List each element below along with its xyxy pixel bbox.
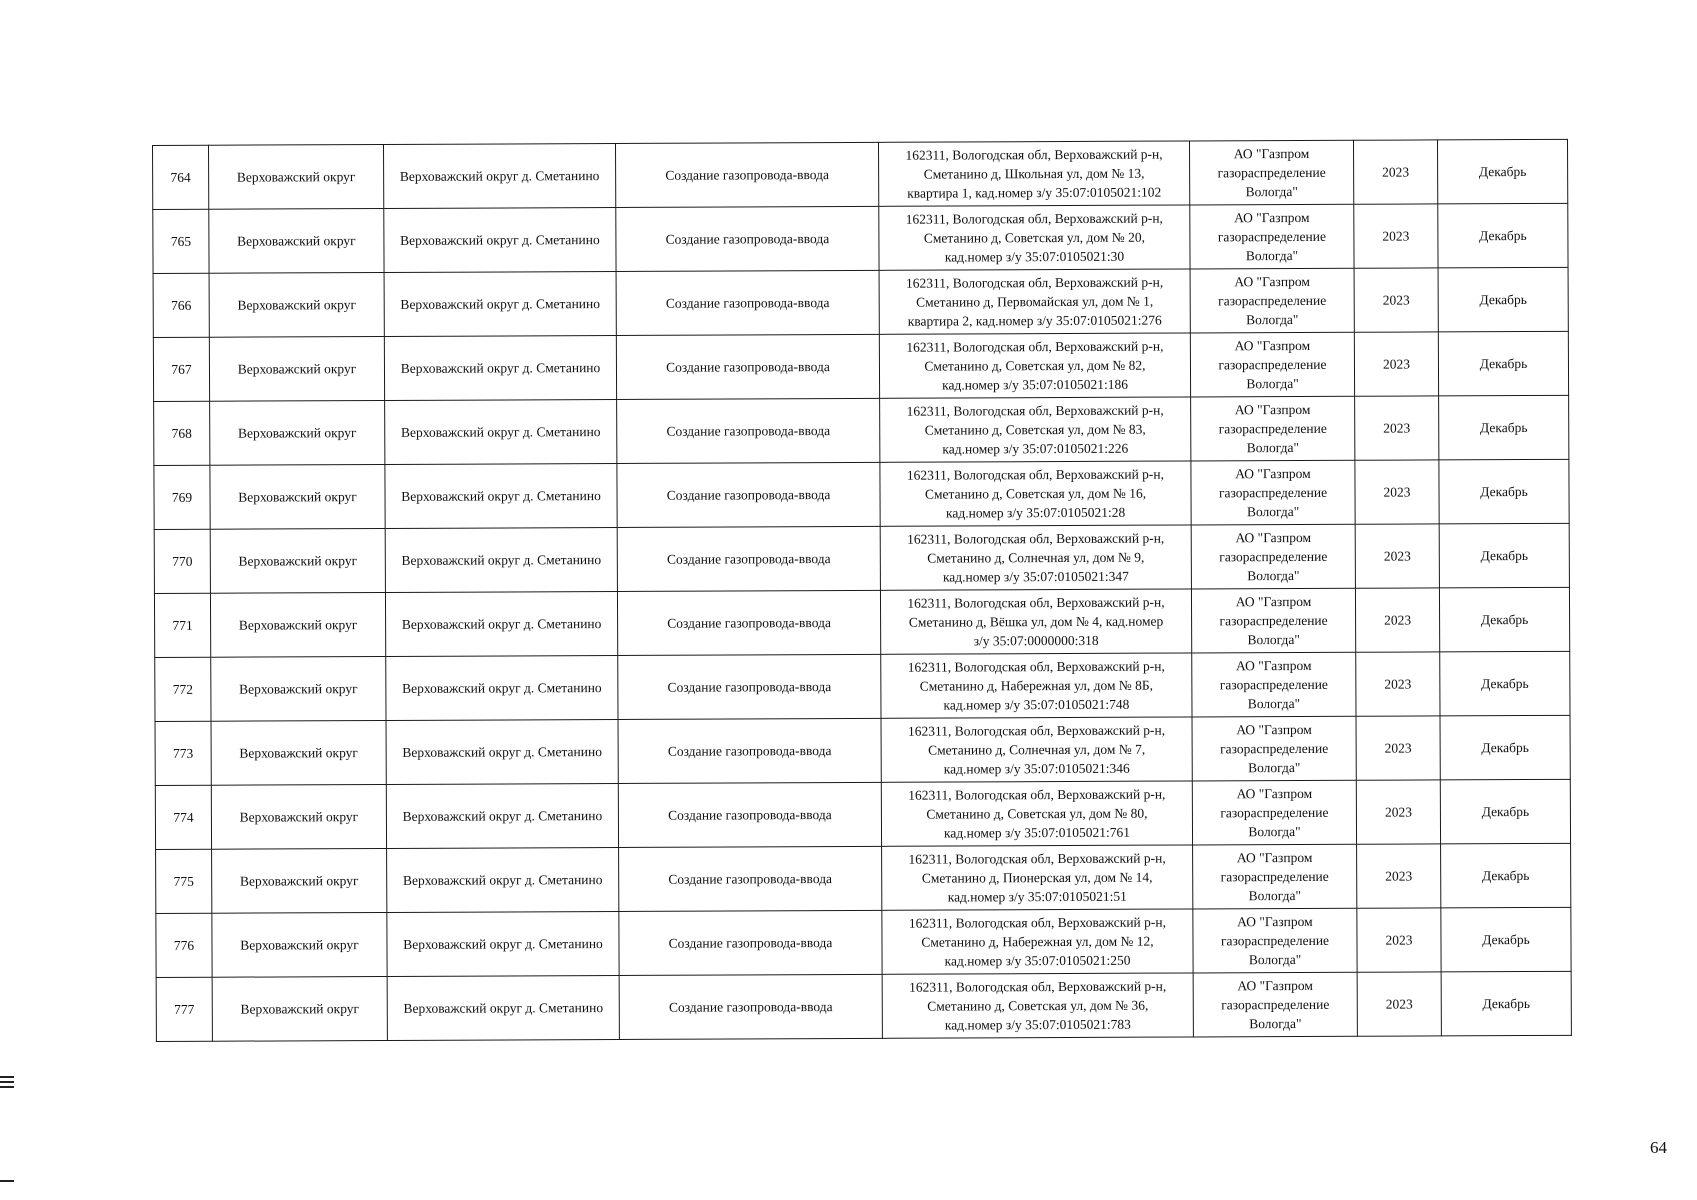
cell-organization-line: АО "Газпром xyxy=(1236,849,1313,866)
cell-address-line: кад.номер з/у 35:07:0105021:761 xyxy=(944,824,1131,841)
cell-address xyxy=(880,461,1191,526)
cell-address-line: з/у 35:07:0000000:318 xyxy=(973,632,1099,649)
cell-locality: Верховажский округ д. Сметанино xyxy=(387,847,619,912)
cell-year: 2023 xyxy=(1356,716,1440,780)
binding-margin-mark xyxy=(0,1076,14,1091)
cell-organization-line: газораспределение xyxy=(1218,356,1327,373)
cell-year: 2023 xyxy=(1354,204,1438,268)
cell-address-line: Сметанино д, Советская ул, дом № 16, xyxy=(924,485,1147,502)
cell-number: 771 xyxy=(154,593,210,657)
cell-address-line: кад.номер з/у 35:07:0105021:347 xyxy=(942,568,1129,585)
table-row xyxy=(154,395,1569,465)
cell-address-line: Сметанино д, Солнечная ул, дом № 7, xyxy=(928,741,1146,758)
cell-year: 2023 xyxy=(1357,908,1441,972)
cell-district: Верховажский округ xyxy=(210,400,385,465)
cell-organization-line: Вологда" xyxy=(1247,695,1301,712)
cell-organization-line: АО "Газпром xyxy=(1233,145,1310,162)
cell-number: 769 xyxy=(154,465,210,529)
cell-organization-line: газораспределение xyxy=(1220,740,1329,757)
cell-organization xyxy=(1191,524,1355,589)
cell-month: Декабрь xyxy=(1441,971,1571,1036)
cell-organization-line: АО "Газпром xyxy=(1234,273,1310,290)
cell-address-line: кад.номер з/у 35:07:0105021:28 xyxy=(945,504,1126,521)
cell-address xyxy=(881,781,1192,846)
cell-address-line: 162311, Вологодская обл, Верховажский р-н, xyxy=(907,722,1166,739)
cell-month: Декабрь xyxy=(1440,715,1570,780)
cell-address xyxy=(882,909,1193,974)
cell-work-type: Создание газопровода-ввода xyxy=(617,526,880,591)
cell-district: Верховажский округ xyxy=(212,848,387,913)
cell-number: 770 xyxy=(154,529,210,593)
cell-organization-line: Вологда" xyxy=(1248,887,1301,904)
cell-organization xyxy=(1190,204,1354,269)
table-row xyxy=(154,459,1569,529)
cell-address xyxy=(881,653,1192,718)
table-body xyxy=(153,139,1572,1041)
cell-organization-line: АО "Газпром xyxy=(1236,721,1312,738)
cell-organization-line: АО "Газпром xyxy=(1235,593,1312,610)
cell-month: Декабрь xyxy=(1438,331,1568,396)
cell-work-type: Создание газопровода-ввода xyxy=(617,398,880,463)
cell-address-line: кад.номер з/у 35:07:0105021:30 xyxy=(944,248,1125,265)
cell-address xyxy=(878,141,1189,206)
cell-locality: Верховажский округ д. Сметанино xyxy=(387,975,619,1040)
cell-district: Верховажский округ xyxy=(211,656,386,721)
cell-address-line: 162311, Вологодская обл, Верховажский р-н, xyxy=(906,402,1164,419)
cell-organization-line: АО "Газпром xyxy=(1235,529,1312,546)
cell-number: 764 xyxy=(153,145,209,209)
cell-month: Декабрь xyxy=(1439,587,1569,652)
cell-organization-line: Вологда" xyxy=(1248,759,1301,776)
cell-locality: Верховажский округ д. Сметанино xyxy=(384,335,616,400)
cell-year: 2023 xyxy=(1356,780,1440,844)
table-row xyxy=(153,331,1568,401)
cell-district: Верховажский округ xyxy=(211,720,386,785)
cell-work-type: Создание газопровода-ввода xyxy=(619,910,882,975)
cell-organization-line: газораспределение xyxy=(1219,548,1328,565)
table-row xyxy=(156,971,1571,1041)
cell-address-line: кад.номер з/у 35:07:0105021:748 xyxy=(943,696,1130,713)
cell-address-line: 162311, Вологодская обл, Верховажский р-н, xyxy=(909,978,1167,995)
cell-address-line: Сметанино д, Вёшка ул, дом № 4, кад.номер xyxy=(908,613,1164,630)
cell-organization-line: Вологда" xyxy=(1249,1015,1302,1032)
cell-address-line: квартира 1, кад.номер з/у 35:07:0105021:102 xyxy=(907,184,1162,201)
cell-locality: Верховажский округ д. Сметанино xyxy=(384,271,616,336)
cell-year: 2023 xyxy=(1354,268,1438,332)
cell-address xyxy=(879,333,1190,398)
cell-locality: Верховажский округ д. Сметанино xyxy=(383,143,615,208)
table-row xyxy=(155,779,1570,849)
cell-organization-line: Вологда" xyxy=(1245,248,1299,264)
cell-locality: Верховажский округ д. Сметанино xyxy=(385,591,617,656)
cell-address-line: кад.номер з/у 35:07:0105021:783 xyxy=(944,1016,1131,1033)
cell-organization xyxy=(1193,972,1357,1037)
cell-year: 2023 xyxy=(1355,396,1439,460)
cell-month: Декабрь xyxy=(1437,139,1567,204)
cell-number: 774 xyxy=(155,785,211,849)
cell-locality: Верховажский округ д. Сметанино xyxy=(385,463,617,528)
cell-organization xyxy=(1192,716,1356,781)
cell-organization-line: Вологда" xyxy=(1246,375,1299,392)
cell-number: 766 xyxy=(153,273,209,337)
cell-address-line: Сметанино д, Советская ул, дом № 82, xyxy=(924,357,1146,374)
table-row xyxy=(156,843,1571,913)
cell-work-type: Создание газопровода-ввода xyxy=(617,590,880,655)
cell-number: 773 xyxy=(155,721,211,785)
cell-year: 2023 xyxy=(1355,588,1439,652)
cell-month: Декабрь xyxy=(1438,267,1568,332)
cell-year: 2023 xyxy=(1354,332,1438,396)
cell-address xyxy=(879,205,1190,270)
cell-month: Декабрь xyxy=(1439,395,1569,460)
cell-organization-line: газораспределение xyxy=(1218,420,1327,437)
cell-address xyxy=(880,525,1191,590)
table-row xyxy=(153,139,1568,209)
cell-address-line: Сметанино д, Солнечная ул, дом № 9, xyxy=(927,549,1145,566)
cell-address-line: 162311, Вологодская обл, Верховажский р-н, xyxy=(907,530,1165,547)
cell-organization-line: Вологда" xyxy=(1248,951,1302,968)
cell-organization xyxy=(1191,588,1355,653)
cell-address xyxy=(881,717,1192,782)
cell-organization-line: АО "Газпром xyxy=(1235,465,1311,482)
cell-year: 2023 xyxy=(1357,972,1441,1036)
cell-address-line: Сметанино д, Школьная ул, дом № 13, xyxy=(923,165,1145,182)
cell-address-line: 162311, Вологодская обл, Верховажский р-н, xyxy=(905,274,1164,291)
cell-address-line: 162311, Вологодская обл, Верховажский р-н, xyxy=(906,466,1165,483)
cell-address-line: 162311, Вологодская обл, Верховажский р-н, xyxy=(907,658,1165,675)
cell-address-line: 162311, Вологодская обл, Верховажский р-н, xyxy=(906,338,1164,355)
cell-address xyxy=(882,845,1193,910)
cell-address-line: 162311, Вологодская обл, Верховажский р-н, xyxy=(908,914,1167,931)
cell-address-line: кад.номер з/у 35:07:0105021:226 xyxy=(942,440,1129,457)
cell-district: Верховажский округ xyxy=(209,272,384,337)
cell-locality: Верховажский округ д. Сметанино xyxy=(385,399,617,464)
cell-organization-line: АО "Газпром xyxy=(1236,785,1313,802)
table-row xyxy=(155,715,1570,785)
cell-work-type: Создание газопровода-ввода xyxy=(616,270,879,335)
cell-address-line: 162311, Вологодская обл, Верховажский р-н, xyxy=(908,850,1166,867)
cell-year: 2023 xyxy=(1355,524,1439,588)
cell-number: 765 xyxy=(153,209,209,273)
cell-district: Верховажский округ xyxy=(210,528,385,593)
cell-organization-line: Вологда" xyxy=(1248,823,1301,840)
cell-locality: Верховажский округ д. Сметанино xyxy=(385,527,617,592)
cell-work-type: Создание газопровода-ввода xyxy=(616,206,879,271)
cell-district: Верховажский округ xyxy=(211,784,386,849)
cell-organization-line: газораспределение xyxy=(1219,612,1328,629)
cell-work-type: Создание газопровода-ввода xyxy=(618,782,881,847)
cell-organization-line: газораспределение xyxy=(1217,164,1326,181)
cell-number: 777 xyxy=(156,977,212,1041)
cell-work-type: Создание газопровода-ввода xyxy=(618,654,881,719)
cell-address-line: кад.номер з/у 35:07:0105021:346 xyxy=(943,760,1130,777)
table-row xyxy=(154,523,1569,593)
cell-month: Декабрь xyxy=(1441,843,1571,908)
page-number: 64 xyxy=(1650,1138,1667,1157)
gas-pipeline-registry-table xyxy=(152,139,1572,1042)
table-row xyxy=(153,203,1568,273)
cell-organization-line: газораспределение xyxy=(1217,228,1326,245)
cell-work-type: Создание газопровода-ввода xyxy=(619,974,882,1039)
cell-organization-line: АО "Газпром xyxy=(1237,977,1313,994)
cell-month: Декабрь xyxy=(1441,907,1571,972)
cell-organization xyxy=(1190,268,1354,333)
cell-work-type: Создание газопровода-ввода xyxy=(618,718,881,783)
cell-work-type: Создание газопровода-ввода xyxy=(615,142,878,207)
cell-district: Верховажский округ xyxy=(210,592,385,657)
cell-number: 775 xyxy=(156,849,212,913)
cell-organization-line: АО "Газпром xyxy=(1235,657,1312,674)
table-row xyxy=(156,907,1571,977)
cell-address-line: 162311, Вологодская обл, Верховажский р-н, xyxy=(905,210,1163,227)
cell-organization xyxy=(1192,652,1356,717)
cell-district: Верховажский округ xyxy=(209,336,384,401)
cell-organization-line: газораспределение xyxy=(1220,932,1330,949)
cell-address-line: 162311, Вологодская обл, Верховажский р-н, xyxy=(907,594,1165,611)
cell-address-line: 162311, Вологодская обл, Верховажский р-н, xyxy=(905,146,1163,163)
cell-month: Декабрь xyxy=(1439,459,1569,524)
cell-organization-line: Вологда" xyxy=(1247,631,1300,648)
cell-organization-line: АО "Газпром xyxy=(1234,401,1311,418)
cell-organization-line: АО "Газпром xyxy=(1234,337,1311,354)
cell-locality: Верховажский округ д. Сметанино xyxy=(384,207,616,272)
cell-organization-line: Вологда" xyxy=(1246,503,1300,520)
cell-organization-line: газораспределение xyxy=(1220,868,1329,885)
cell-address-line: квартира 2, кад.номер з/у 35:07:0105021:276 xyxy=(907,312,1162,329)
cell-month: Декабрь xyxy=(1439,523,1569,588)
cell-organization xyxy=(1193,844,1357,909)
cell-address-line: 162311, Вологодская обл, Верховажский р-н, xyxy=(908,786,1166,803)
cell-address-line: Сметанино д, Советская ул, дом № 20, xyxy=(923,229,1145,246)
cell-locality: Верховажский округ д. Сметанино xyxy=(386,655,618,720)
cell-year: 2023 xyxy=(1353,140,1437,204)
cell-organization-line: Вологда" xyxy=(1245,184,1298,200)
cell-district: Верховажский округ xyxy=(212,912,387,977)
cell-district: Верховажский округ xyxy=(209,208,384,273)
cell-locality: Верховажский округ д. Сметанино xyxy=(386,783,618,848)
cell-work-type: Создание газопровода-ввода xyxy=(617,462,880,527)
cell-organization-line: Вологда" xyxy=(1246,439,1300,456)
cell-address-line: кад.номер з/у 35:07:0105021:186 xyxy=(942,376,1129,393)
cell-month: Декабрь xyxy=(1438,203,1568,268)
cell-address xyxy=(882,973,1193,1038)
cell-address-line: Сметанино д, Набережная ул, дом № 8Б, xyxy=(919,677,1154,694)
cell-organization-line: Вологда" xyxy=(1247,567,1300,584)
cell-organization-line: АО "Газпром xyxy=(1237,913,1313,930)
cell-organization-line: газораспределение xyxy=(1220,804,1329,821)
cell-address-line: Сметанино д, Пионерская ул, дом № 14, xyxy=(921,869,1153,886)
cell-organization-line: АО "Газпром xyxy=(1234,209,1310,226)
cell-year: 2023 xyxy=(1355,460,1439,524)
cell-address-line: Сметанино д, Первомайская ул, дом № 1, xyxy=(916,293,1154,310)
cell-organization-line: газораспределение xyxy=(1221,996,1330,1013)
cell-number: 768 xyxy=(154,401,210,465)
table-row xyxy=(154,587,1569,657)
cell-address-line: кад.номер з/у 35:07:0105021:51 xyxy=(947,888,1127,905)
cell-organization xyxy=(1191,396,1355,461)
cell-number: 772 xyxy=(155,657,211,721)
cell-address-line: Сметанино д, Советская ул, дом № 36, xyxy=(927,997,1149,1014)
cell-address xyxy=(880,589,1191,654)
cell-address-line: кад.номер з/у 35:07:0105021:250 xyxy=(944,952,1131,969)
cell-address-line: Сметанино д, Набережная ул, дом № 12, xyxy=(921,933,1154,950)
cell-number: 776 xyxy=(156,913,212,977)
cell-work-type: Создание газопровода-ввода xyxy=(619,846,882,911)
cell-organization-line: газораспределение xyxy=(1219,676,1328,693)
cell-locality: Верховажский округ д. Сметанино xyxy=(387,911,619,976)
cell-organization xyxy=(1191,460,1355,525)
cell-locality: Верховажский округ д. Сметанино xyxy=(386,719,618,784)
cell-district: Верховажский округ xyxy=(209,144,384,209)
table-row xyxy=(155,651,1570,721)
cell-district: Верховажский округ xyxy=(210,464,385,529)
cell-address xyxy=(880,397,1191,462)
cell-address xyxy=(879,269,1190,334)
cell-year: 2023 xyxy=(1356,652,1440,716)
cell-organization xyxy=(1190,332,1354,397)
cell-district: Верховажский округ xyxy=(212,976,387,1041)
cell-month: Декабрь xyxy=(1440,779,1570,844)
margin-tick xyxy=(0,1180,14,1182)
cell-organization-line: газораспределение xyxy=(1218,292,1327,309)
cell-organization xyxy=(1192,780,1356,845)
cell-address-line: Сметанино д, Советская ул, дом № 83, xyxy=(924,421,1146,438)
cell-organization-line: Вологда" xyxy=(1246,311,1299,328)
cell-month: Декабрь xyxy=(1440,651,1570,716)
cell-organization xyxy=(1193,908,1357,973)
table-row xyxy=(153,267,1568,337)
cell-address-line: Сметанино д, Советская ул, дом № 80, xyxy=(926,805,1148,822)
cell-work-type: Создание газопровода-ввода xyxy=(616,334,879,399)
cell-year: 2023 xyxy=(1357,844,1441,908)
cell-number: 767 xyxy=(153,337,209,401)
cell-organization-line: газораспределение xyxy=(1218,484,1328,501)
cell-organization xyxy=(1189,140,1353,205)
